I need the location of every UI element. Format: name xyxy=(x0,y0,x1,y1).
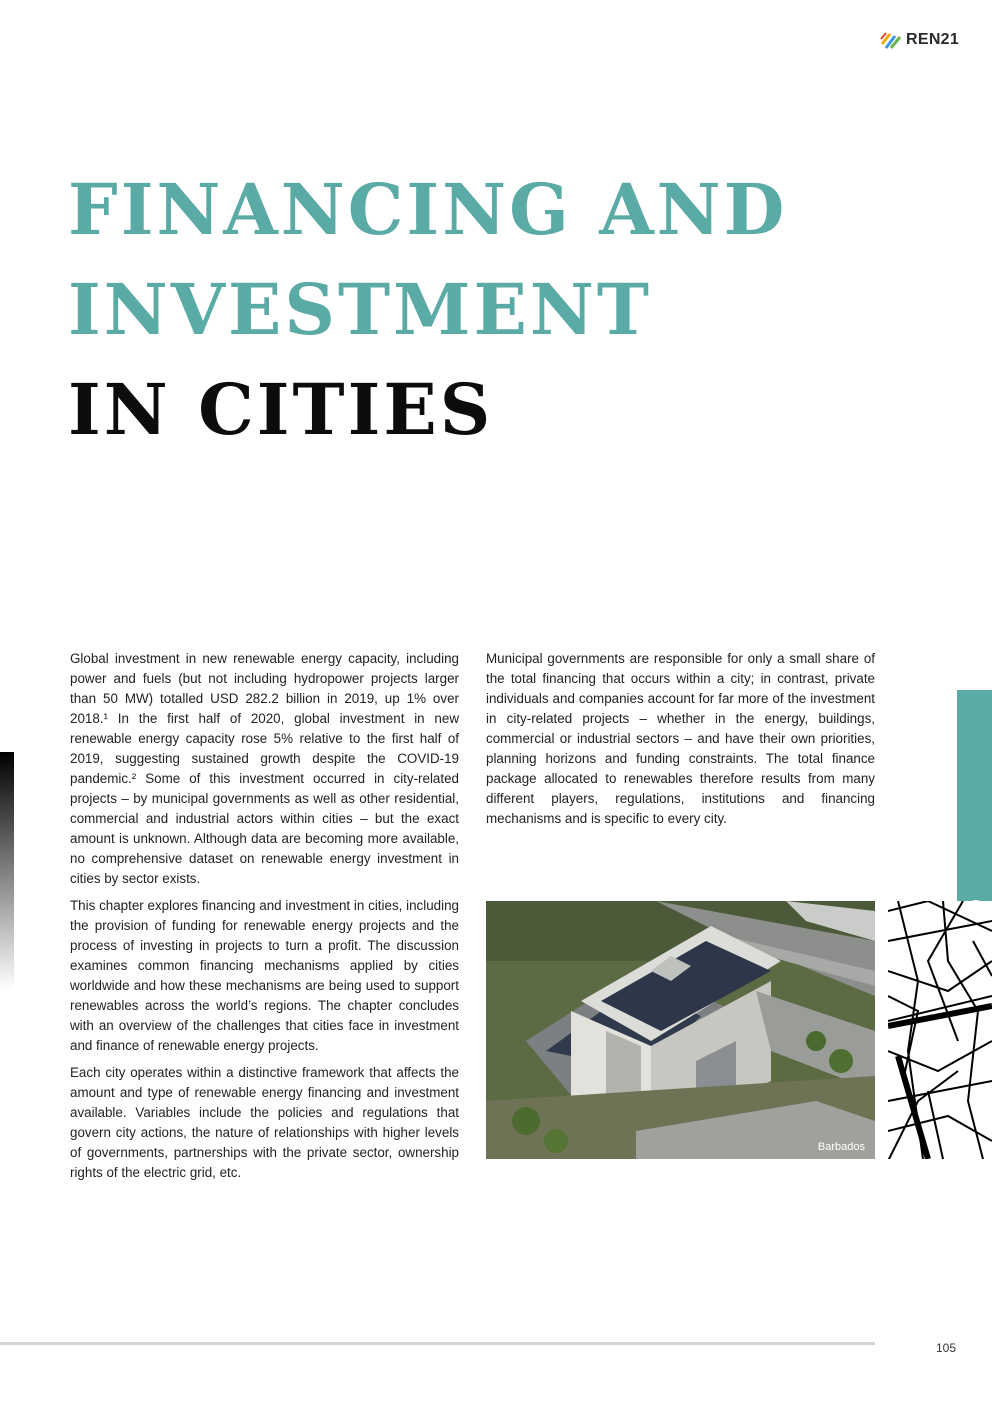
body-paragraph: Global investment in new renewable energy capacity, including power and fuels (but not including hydropower projects larger than 50 MW) totalled USD 282.2 billion in 2019, up 1% over 2018.¹ In the first half of 2020, global investment in new renewable energy capacity rose 5% relative to the first half of 2019, suggesting sustained growth despite the COVID-19 pandemic.² Some of this investment occurred in city-related projects – by municipal governments as well as other residential, commercial and industrial actors within cities – but the exact amount is unknown. Although data are becoming more available, no comprehensive dataset on renewable energy investment in cities by sector exists. xyxy=(70,651,459,886)
body-column-right xyxy=(486,649,875,836)
side-gradient-bar xyxy=(0,752,14,990)
body-paragraph: Municipal governments are responsible for only a small share of the total financing that occurs within a city; in contrast, private individuals and companies account for far more of the investment in city-related projects – whether in the energy, buildings, commercial or industrial sectors – and have their own priorities, planning horizons and funding constraints. The total finance package allocated to renewables therefore results from many different players, regulations, institutions and financing mechanisms and is specific to every city. xyxy=(486,651,875,826)
page-title xyxy=(68,160,787,460)
footer-rule xyxy=(0,1342,875,1345)
street-map-graphic xyxy=(888,901,992,1159)
title-line-3: IN CITIES xyxy=(68,368,494,451)
ren21-logo xyxy=(880,30,959,50)
body-column-left xyxy=(70,649,459,1190)
title-line-2: INVESTMENT xyxy=(68,268,652,351)
aerial-building-image xyxy=(486,901,875,1159)
page-number: 105 xyxy=(936,1341,957,1355)
ren21-logo-icon xyxy=(880,30,902,50)
street-map-pattern xyxy=(888,901,992,1159)
body-paragraph: Each city operates within a distinctive framework that affects the amount and type of renewable energy financing and investment available. Variables include the policies and regulations that govern city actions, the nature of relationships with higher levels of governments, partnerships with the private sector, ownership rights of the electric grid, etc. xyxy=(70,1065,459,1180)
logo-text: REN21 xyxy=(906,31,960,48)
body-paragraph: This chapter explores financing and investment in cities, including the provision of funding for renewable energy projects and the process of investing in projects to turn a profit. The discussion examines common financing mechanisms applied by cities worldwide and how these mechanisms are being used to support renewables across the world’s regions. The chapter concludes with an overview of the challenges that cities face in investment and finance of renewable energy projects. xyxy=(70,898,459,1053)
photo-caption: Barbados xyxy=(817,1141,865,1153)
barbados-photo xyxy=(486,901,875,1159)
title-line-1: FINANCING AND xyxy=(68,168,788,251)
